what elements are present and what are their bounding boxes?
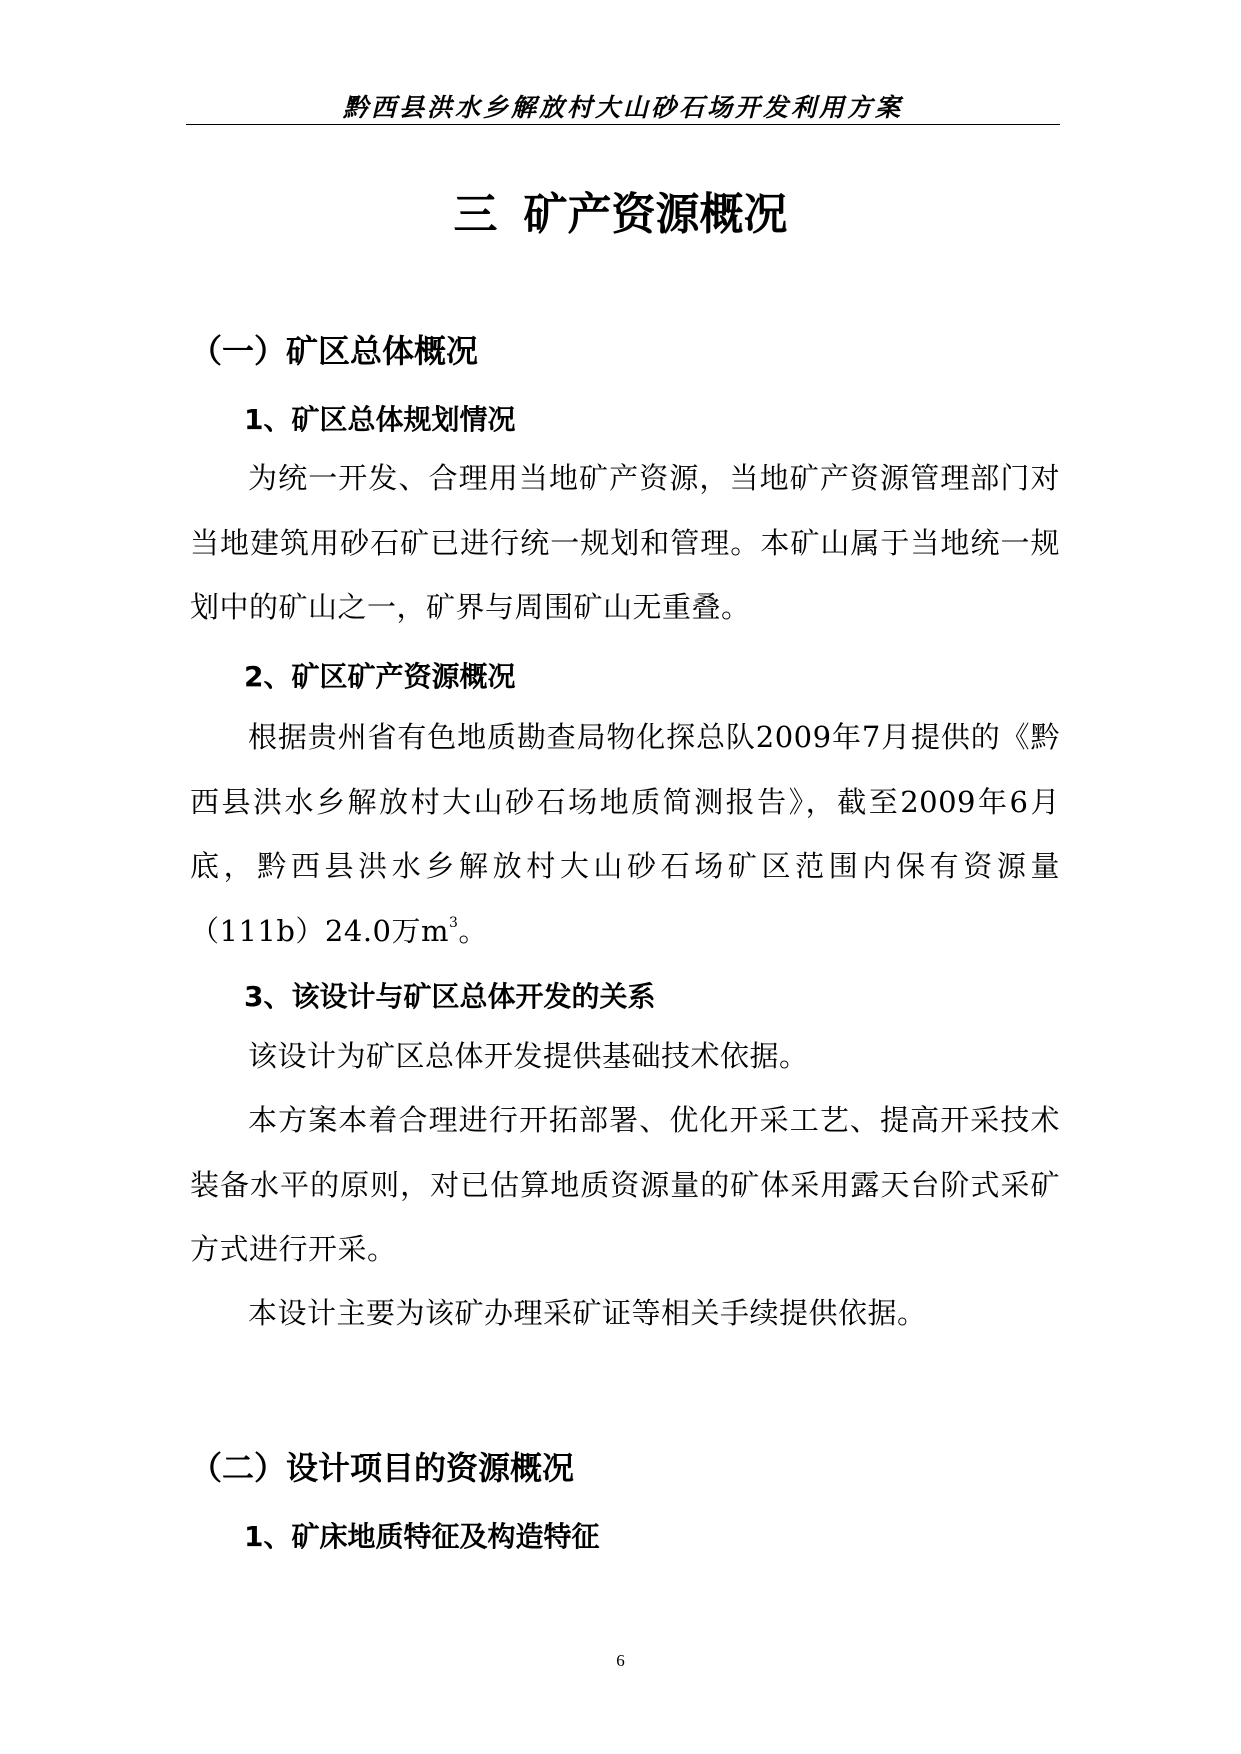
paragraph-1-2-text: 根据贵州省有色地质勘查局物化探总队2009年7月提供的《黔西县洪水乡解放村大山砂石场地质简测报告》，截至2009年6月底，黔西县洪水乡解放村大山砂石场矿区范围内保有资源量（111b）24.0万m [190, 720, 1060, 948]
paragraph-1-2-end: 。 [458, 913, 488, 948]
chapter-name: 矿产资源概况 [523, 189, 788, 240]
section-heading-1: （一）矿区总体概况 [190, 332, 479, 370]
page-number: 6 [616, 1651, 625, 1670]
running-header: 黔西县洪水乡解放村大山砂石场开发利用方案 [342, 93, 903, 122]
header-rule [186, 124, 1060, 125]
chapter-title [0, 178, 1241, 242]
subsection-heading-1-2: 2、矿区矿产资源概况 [244, 660, 516, 693]
section-heading-2: （二）设计项目的资源概况 [190, 1449, 575, 1487]
subsection-heading-1-1: 1、矿区总体规划情况 [244, 403, 516, 436]
chapter-number: 三 [453, 189, 498, 240]
paragraph-1-2 [190, 705, 1060, 963]
paragraph-1-3a: 该设计为矿区总体开发提供基础技术依据。 [248, 1039, 809, 1073]
cubic-superscript: 3 [449, 914, 459, 931]
paragraph-1-3b: 本方案本着合理进行开拓部署、优化开采工艺、提高开采技术装备水平的原则，对已估算地质资源量的矿体采用露天台阶式采矿方式进行开采。 [190, 1103, 1060, 1266]
subsection-heading-1-3: 3、该设计与矿区总体开发的关系 [244, 980, 656, 1013]
paragraph-1-3c: 本设计主要为该矿办理采矿证等相关手续提供依据。 [248, 1296, 927, 1330]
subsection-heading-2-1: 1、矿床地质特征及构造特征 [244, 1520, 600, 1553]
paragraph-1-1: 为统一开发、合理用当地矿产资源，当地矿产资源管理部门对当地建筑用砂石矿已进行统一规划和管理。本矿山属于当地统一规划中的矿山之一，矿界与周围矿山无重叠。 [190, 461, 1060, 624]
